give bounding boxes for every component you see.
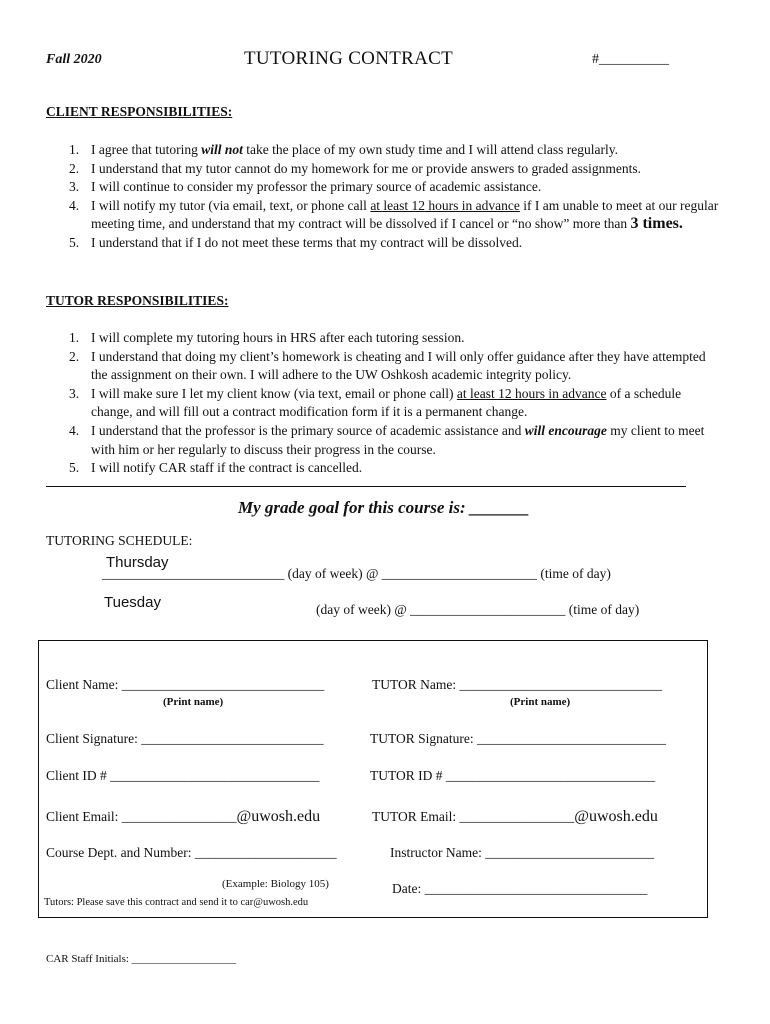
- item-underlined: at least 12 hours in advance: [370, 197, 520, 213]
- schedule-day-2-value[interactable]: Tuesday: [104, 594, 161, 611]
- client-email-domain: @uwosh.edu: [236, 808, 321, 825]
- item-underlined: at least 12 hours in advance: [456, 385, 607, 401]
- item-text: I will continue to consider my professor the primary source of academic assistance.: [91, 179, 542, 195]
- item-text: take the place of my own study time and I will attend class regularly.: [242, 142, 618, 157]
- car-staff-initials-field[interactable]: CAR Staff Initials: ___________________: [46, 953, 237, 965]
- item-text: my client to meet with him or her regularly to discuss their progress in the course.: [91, 422, 705, 457]
- schedule-heading: TUTORING SCHEDULE:: [46, 533, 193, 548]
- client-id-field[interactable]: Client ID # _______________________________: [46, 768, 320, 783]
- list-item: [46, 178, 736, 197]
- term-label: Fall 2020: [46, 52, 102, 67]
- list-item: [46, 422, 731, 459]
- item-number: 5.: [69, 234, 80, 250]
- item-number: 2.: [69, 160, 80, 176]
- client-name-field[interactable]: Client Name: ______________________________: [46, 677, 325, 692]
- client-responsibilities-heading: CLIENT RESPONSIBILITIES:: [46, 104, 233, 119]
- item-emphasis: 3 times.: [630, 215, 683, 233]
- instructor-name-field[interactable]: Instructor Name: _________________________: [390, 845, 654, 860]
- section-divider: [46, 486, 686, 487]
- list-item: [46, 141, 736, 160]
- item-emphasis: will not: [201, 142, 243, 157]
- list-item: [46, 197, 731, 234]
- list-item: [46, 348, 711, 385]
- item-number: 2.: [69, 348, 80, 364]
- list-item: [46, 160, 736, 179]
- client-signature-field[interactable]: Client Signature: ___________________________: [46, 731, 324, 746]
- item-number: 4.: [69, 197, 80, 213]
- item-number: 3.: [69, 179, 80, 195]
- item-number: 1.: [69, 330, 80, 345]
- client-email-field[interactable]: [46, 808, 320, 826]
- item-text: I will make sure I let my client know (via text, email or phone call): [91, 385, 457, 401]
- contract-number-field[interactable]: #__________: [592, 52, 669, 67]
- list-item: [46, 385, 711, 422]
- tutor-instructions-note: Tutors: Please save this contract and send it to car@uwosh.edu: [44, 897, 309, 908]
- item-number: 1.: [69, 142, 80, 157]
- tutor-email-blank: TUTOR Email: _________________: [372, 809, 575, 824]
- schedule-row-1[interactable]: ___________________________ (day of week) @ _______________________ (time of day): [102, 566, 611, 581]
- course-field[interactable]: Course Dept. and Number: _____________________: [46, 845, 337, 860]
- course-example-hint: (Example: Biology 105): [222, 878, 329, 890]
- item-text: of a schedule change, and will fill out a contract modification form if it is a permanent change.: [91, 385, 682, 420]
- item-text: I understand that the professor is the primary source of academic assistance and: [91, 422, 525, 438]
- list-item: [46, 329, 736, 348]
- item-number: 5.: [69, 460, 80, 476]
- tutor-id-field[interactable]: TUTOR ID # _______________________________: [370, 768, 656, 783]
- item-emphasis: will encourage: [524, 422, 607, 438]
- schedule-day-1-value[interactable]: Thursday: [106, 554, 169, 571]
- item-text: I understand that my tutor cannot do my homework for me or provide answers to graded assignments.: [91, 160, 641, 176]
- item-text: I agree that tutoring: [91, 142, 202, 157]
- tutor-responsibilities-heading: TUTOR RESPONSIBILITIES:: [46, 293, 229, 308]
- tutor-print-name-hint: (Print name): [510, 696, 571, 708]
- tutor-name-field[interactable]: TUTOR Name: ______________________________: [372, 677, 662, 692]
- client-print-name-hint: (Print name): [163, 696, 224, 708]
- tutor-responsibilities-list: [46, 329, 736, 478]
- tutor-signature-field[interactable]: TUTOR Signature: ____________________________: [370, 731, 666, 746]
- list-item: [46, 234, 736, 253]
- item-text: I will notify my tutor (via email, text, or phone call: [91, 197, 371, 213]
- item-text: I will notify CAR staff if the contract is cancelled.: [91, 460, 363, 476]
- grade-goal-field[interactable]: My grade goal for this course is: _______: [238, 498, 530, 517]
- tutor-email-domain: @uwosh.edu: [574, 808, 658, 825]
- item-number: 3.: [69, 385, 80, 401]
- list-item: [46, 459, 736, 478]
- date-field[interactable]: Date: _________________________________: [392, 881, 648, 896]
- client-responsibilities-list: [46, 141, 736, 253]
- item-text: I understand that doing my client’s homework is cheating and I will only offer guidance after they have attempted the assignment on their own. I will adhere to the UW Oshkosh academic integrity policy.: [91, 348, 706, 383]
- tutor-email-field[interactable]: [372, 808, 658, 826]
- page-title: TUTORING CONTRACT: [244, 48, 453, 69]
- schedule-row-2[interactable]: (day of week) @ _______________________ (time of day): [316, 602, 640, 617]
- client-email-blank: Client Email: _________________: [46, 809, 237, 824]
- item-text: if I am unable to meet at our regular meeting time, and understand that my contract will be dissolved if I cancel or “no show” more than: [91, 197, 719, 232]
- item-text: I understand that if I do not meet these terms that my contract will be dissolved.: [91, 234, 523, 250]
- item-number: 4.: [69, 422, 80, 438]
- item-text: I will complete my tutoring hours in HRS after each tutoring session.: [91, 330, 465, 345]
